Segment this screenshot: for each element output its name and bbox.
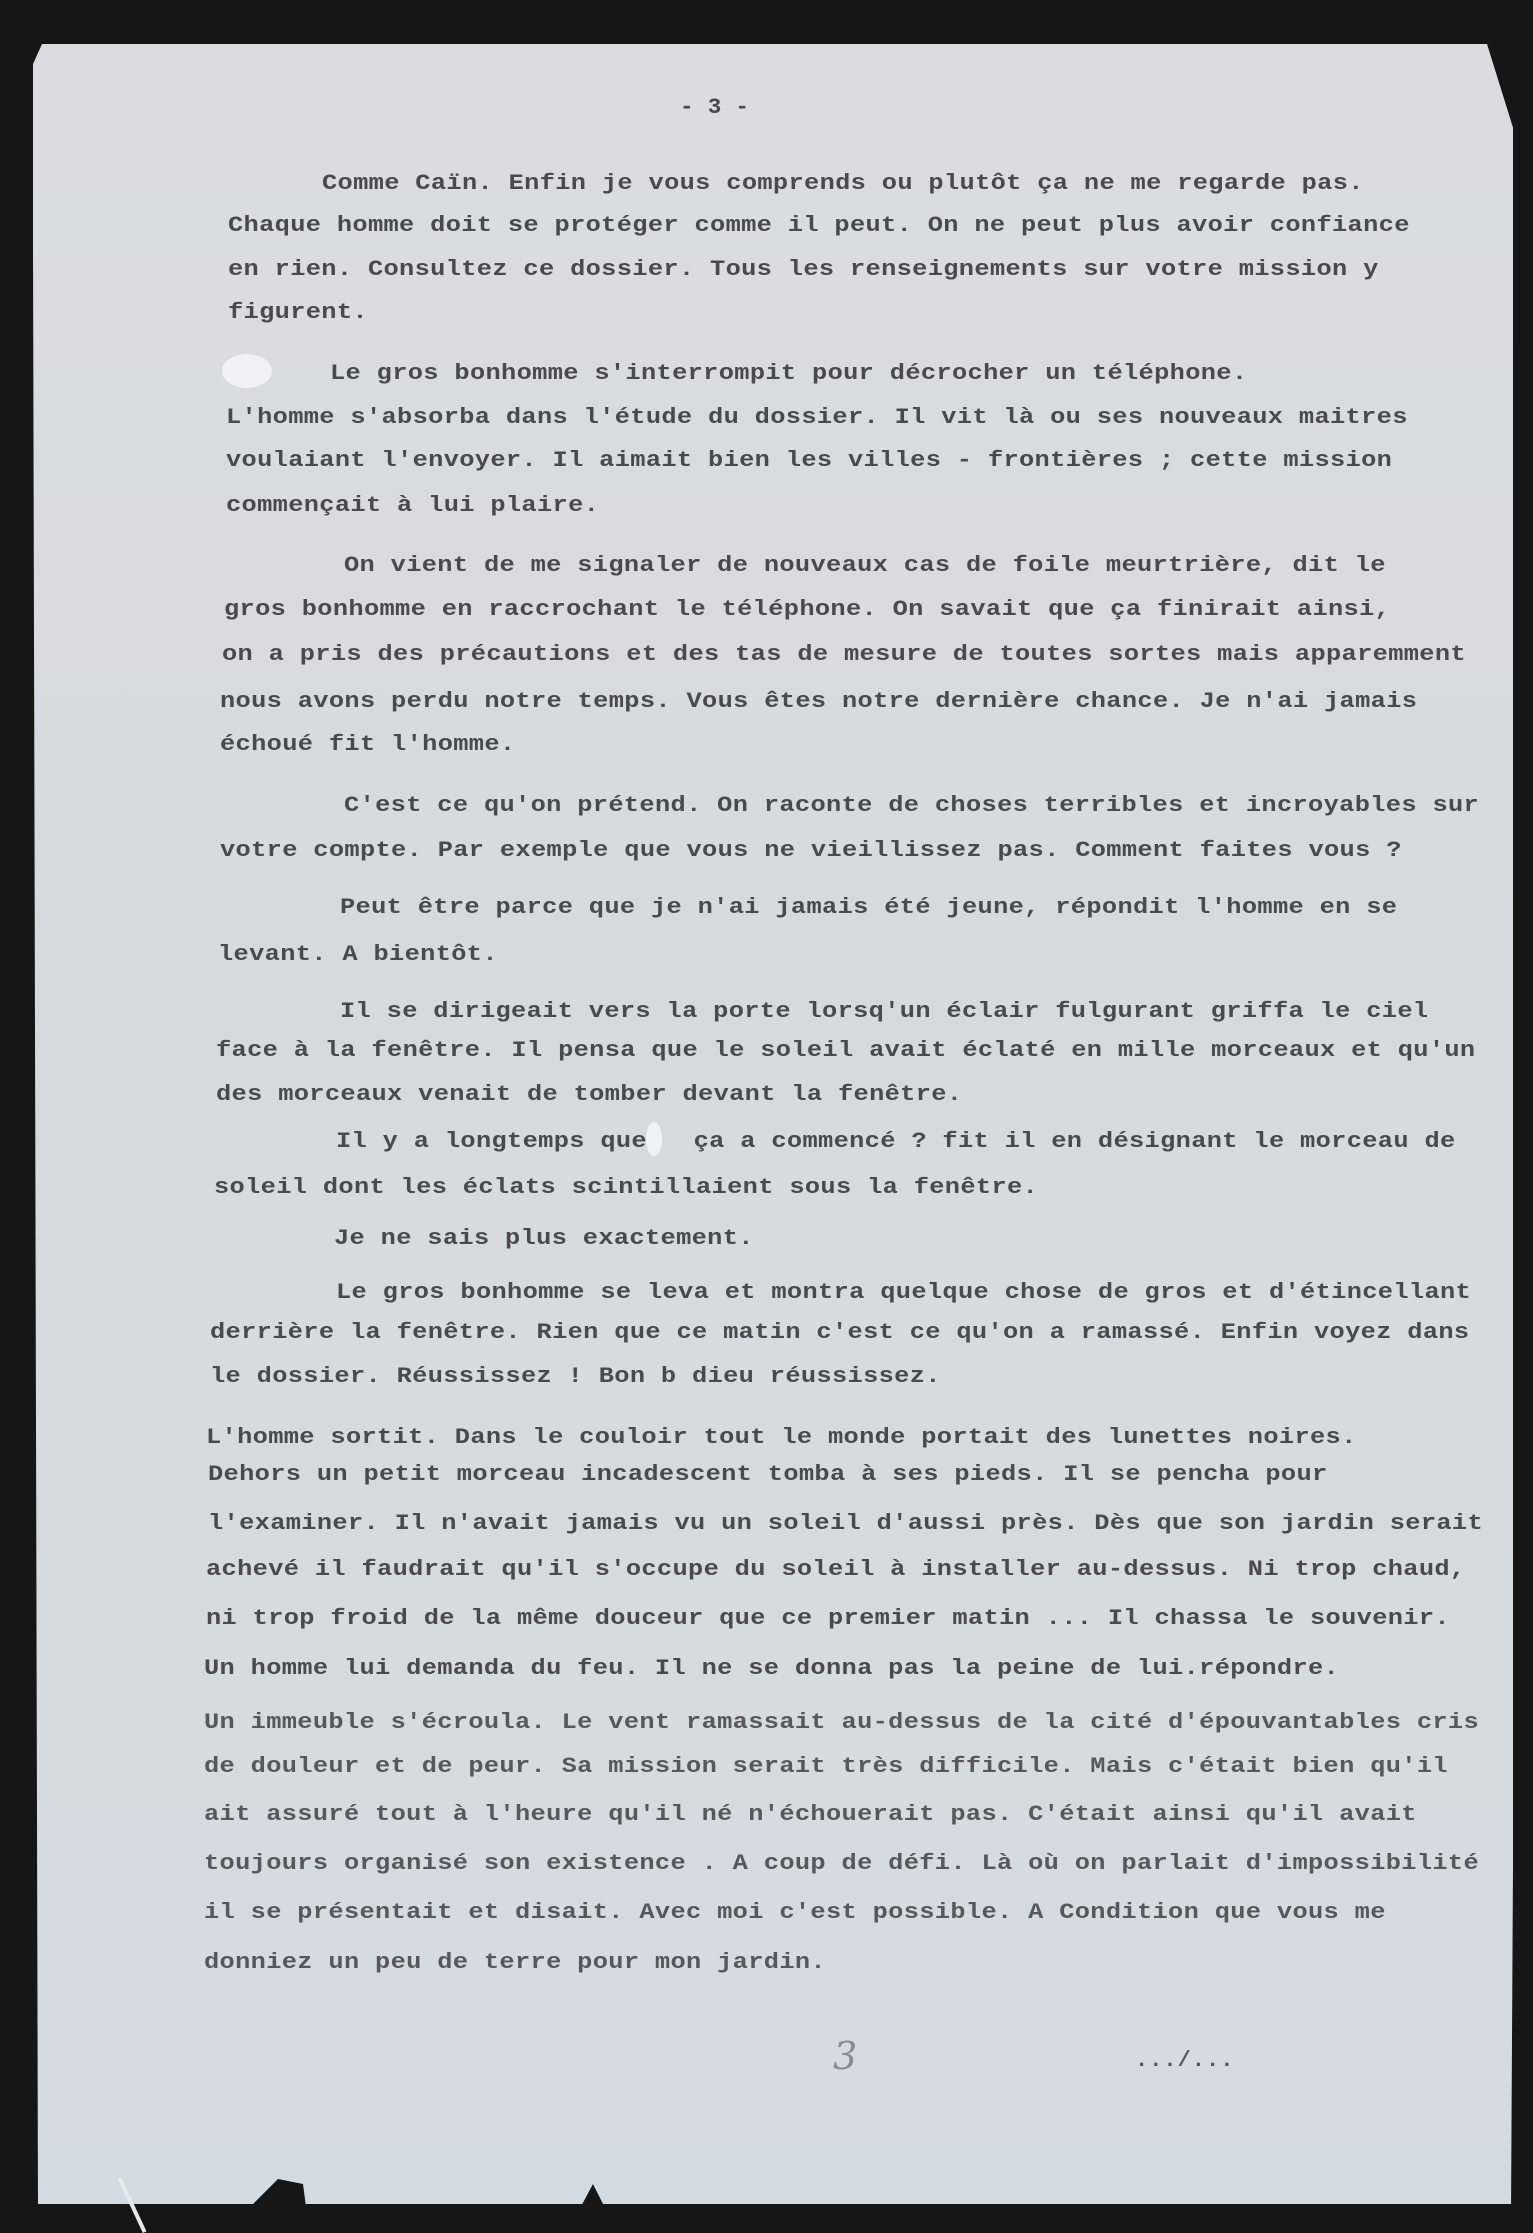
text-line: le dossier. Réussissez ! Bon b dieu réussissez. (210, 1363, 941, 1389)
text-line: Il se dirigeait vers la porte lorsq'un éclair fulgurant griffa le ciel (340, 998, 1429, 1024)
handwritten-page-number: 3 (833, 2034, 858, 2078)
text-line: Il y a longtemps que ça a commencé ? fit il en désignant le morceau de (336, 1128, 1456, 1154)
text-line: de douleur et de peur. Sa mission serait très difficile. Mais c'était bien qu'il (204, 1753, 1448, 1779)
text-line: votre compte. Par exemple que vous ne vieillissez pas. Comment faites vous ? (220, 837, 1402, 863)
text-line: Peut être parce que je n'ai jamais été jeune, répondit l'homme en se (340, 894, 1398, 920)
text-line: ait assuré tout à l'heure qu'il né n'échouerait pas. C'était ainsi qu'il avait (204, 1801, 1417, 1827)
text-line: en rien. Consultez ce dossier. Tous les renseignements sur votre mission y (228, 256, 1379, 282)
text-line: levant. A bientôt. (218, 941, 498, 967)
text-line: face à la fenêtre. Il pensa que le soleil avait éclaté en mille morceaux et qu'un (216, 1037, 1476, 1063)
text-line: Le gros bonhomme s'interrompit pour décrocher un téléphone. (330, 360, 1248, 386)
text-line: Un homme lui demanda du feu. Il ne se donna pas la peine de lui.répondre. (204, 1655, 1340, 1681)
text-line: figurent. (228, 299, 368, 325)
text-line: C'est ce qu'on prétend. On raconte de choses terribles et incroyables sur (344, 792, 1480, 818)
text-line: derrière la fenêtre. Rien que ce matin c'est ce qu'on a ramassé. Enfin voyez dans (210, 1319, 1470, 1345)
text-line: il se présentait et disait. Avec moi c'est possible. A Condition que vous me (204, 1899, 1386, 1925)
text-line: Chaque homme doit se protéger comme il peut. On ne peut plus avoir confiance (228, 212, 1410, 238)
text-line: On vient de me signaler de nouveaux cas de foile meurtrière, dit le (344, 552, 1386, 578)
text-line: on a pris des précautions et des tas de mesure de toutes sortes mais apparemment (222, 641, 1466, 667)
text-line: achevé il faudrait qu'il s'occupe du soleil à installer au-dessus. Ni trop chaud, (206, 1556, 1466, 1582)
text-line: commençait à lui plaire. (226, 492, 600, 518)
text-line: Dehors un petit morceau incadescent tomba à ses pieds. Il se pencha pour (208, 1461, 1328, 1487)
text-line: toujours organisé son existence . A coup de défi. Là où on parlait d'impossibilité (204, 1850, 1480, 1876)
continuation-mark: .../... (1135, 2048, 1235, 2073)
text-line: nous avons perdu notre temps. Vous êtes notre dernière chance. Je n'ai jamais (220, 688, 1418, 714)
text-line: l'examiner. Il n'avait jamais vu un soleil d'aussi près. Dès que son jardin serait (208, 1510, 1484, 1536)
text-line: ni trop froid de la même douceur que ce premier matin ... Il chassa le souvenir. (206, 1605, 1450, 1631)
text-line: L'homme s'absorba dans l'étude du dossier. Il vit là ou ses nouveaux maitres (226, 404, 1408, 430)
text-line: Un immeuble s'écroula. Le vent ramassait au-dessus de la cité d'épouvantables cris (204, 1709, 1480, 1735)
text-line: Le gros bonhomme se leva et montra quelque chose de gros et d'étincellant (336, 1279, 1472, 1305)
page-header-number: - 3 - (680, 94, 750, 120)
text-line: voulaiant l'envoyer. Il aimait bien les villes - frontières ; cette mission (226, 447, 1393, 473)
text-line: des morceaux venait de tomber devant la fenêtre. (216, 1081, 963, 1107)
text-line: échoué fit l'homme. (220, 731, 516, 757)
paper-blemish (222, 354, 272, 388)
text-line: donniez un peu de terre pour mon jardin. (204, 1949, 826, 1975)
text-line: Je ne sais plus exactement. (334, 1225, 754, 1251)
text-line: gros bonhomme en raccrochant le téléphone. On savait que ça finirait ainsi, (224, 596, 1391, 622)
text-line: L'homme sortit. Dans le couloir tout le monde portait des lunettes noires. (206, 1424, 1357, 1450)
text-line: soleil dont les éclats scintillaient sous la fenêtre. (214, 1174, 1039, 1200)
text-line: Comme Caïn. Enfin je vous comprends ou plutôt ça ne me regarde pas. (322, 170, 1364, 196)
